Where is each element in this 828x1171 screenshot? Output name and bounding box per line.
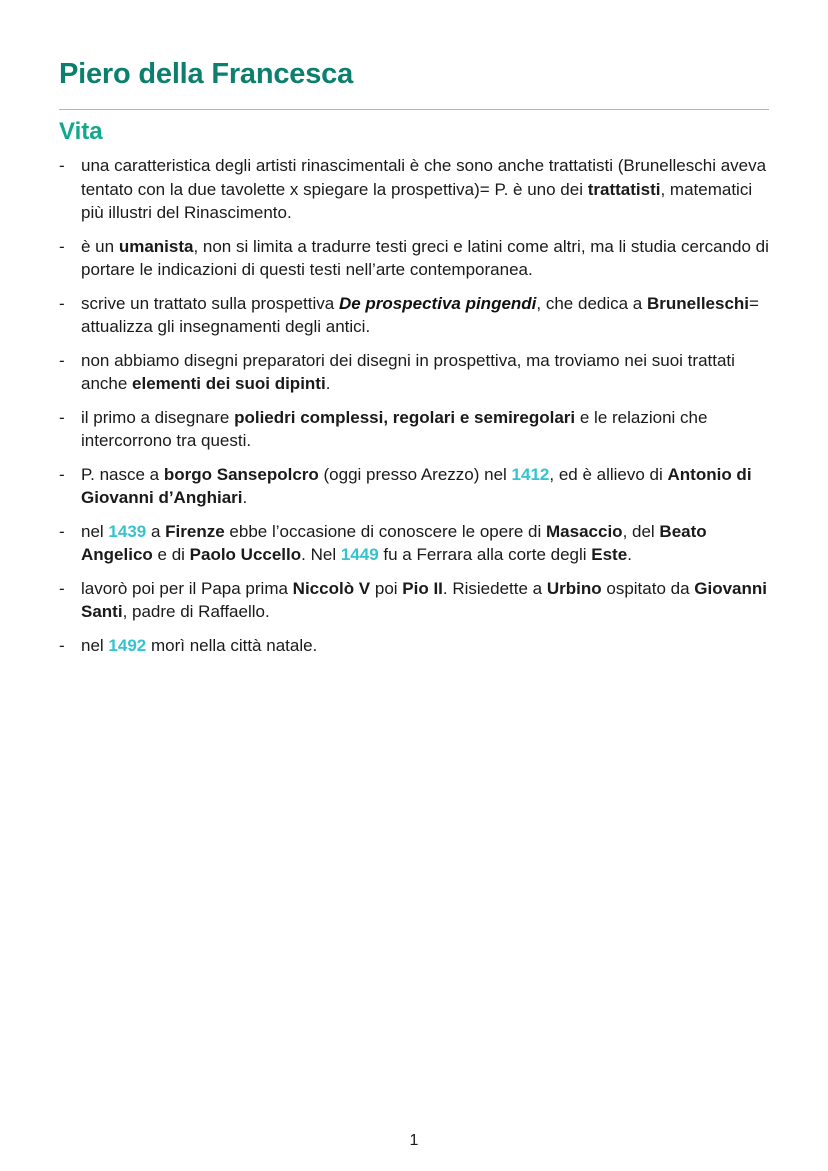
bullet-text: è un bbox=[81, 236, 119, 256]
bullet-text: . bbox=[627, 545, 632, 564]
bullet-list bbox=[59, 154, 775, 667]
bullet-text: , matematici più illustri del Rinascimento. bbox=[81, 179, 753, 222]
section-heading-vita: Vita bbox=[59, 118, 103, 145]
bullet-dash: - bbox=[59, 350, 65, 370]
bullet-text: nel bbox=[81, 635, 109, 655]
bullet-text: non abbiamo disegni preparatori dei disegni in prospettiva, ma troviamo nei suoi trattati anche bbox=[81, 350, 735, 393]
bullet-item bbox=[59, 235, 775, 282]
bullet-text: ospitato da bbox=[601, 578, 695, 598]
bullet-text: , non si limita a tradurre testi greci e latini come altri, ma li studia cercando di portare le indicazioni di questi testi nell’arte contemporanea. bbox=[81, 236, 769, 279]
bullet-text: . bbox=[325, 374, 331, 393]
bullet-text: . Nel bbox=[301, 545, 341, 564]
bullet-dash: - bbox=[59, 635, 65, 655]
bullet-item bbox=[59, 154, 775, 225]
bullet-text: lavorò poi per il Papa prima bbox=[81, 578, 293, 598]
bullet-text: e di bbox=[152, 545, 190, 564]
bullet-item bbox=[59, 292, 775, 339]
page-number: 1 bbox=[409, 1132, 419, 1149]
bullet-text: , padre di Raffaello. bbox=[122, 602, 270, 621]
bold-text: Niccolò V bbox=[292, 578, 371, 598]
bold-text: elementi dei suoi dipinti bbox=[132, 374, 326, 393]
bullet-item bbox=[59, 634, 775, 658]
bold-text: Paolo Uccello bbox=[189, 545, 302, 564]
bullet-text: una caratteristica degli artisti rinascimentali è che sono anche trattatisti (Brunelleschi aveva tentato con la due tavolette x spiegare la prospettiva)= P. è uno dei bbox=[81, 156, 767, 199]
bold-text: Antonio di Giovanni d’Anghiari bbox=[81, 464, 752, 507]
bold-text: Giovanni Santi bbox=[81, 578, 767, 621]
bold-text: Masaccio bbox=[546, 521, 623, 541]
bullet-text: . bbox=[242, 488, 248, 507]
bullet-text: ebbe l’occasione di conoscere le opere di bbox=[224, 521, 547, 541]
bold-text: borgo Sansepolcro bbox=[163, 464, 319, 484]
bold-text: umanista bbox=[118, 236, 194, 256]
bullet-text: a bbox=[146, 521, 166, 541]
bullet-item bbox=[59, 406, 775, 453]
bold-text: Urbino bbox=[546, 578, 602, 598]
bullet-text: e le relazioni che intercorrono tra questi. bbox=[81, 407, 708, 450]
bullet-text: poi bbox=[370, 578, 403, 598]
year-highlight: 1412 bbox=[511, 464, 550, 484]
bullet-text: P. nasce a bbox=[81, 464, 164, 484]
year-highlight: 1439 bbox=[108, 521, 147, 541]
bullet-item bbox=[59, 577, 775, 624]
bullet-text: , che dedica a bbox=[536, 293, 647, 313]
bullet-item bbox=[59, 349, 775, 396]
title-divider bbox=[59, 109, 769, 110]
bullet-text: scrive un trattato sulla prospettiva bbox=[81, 293, 339, 313]
bold-text: poliedri complessi, regolari e semiregolari bbox=[234, 407, 576, 427]
bullet-text: = attualizza gli insegnamenti degli antici. bbox=[81, 293, 759, 336]
bullet-dash: - bbox=[59, 236, 65, 256]
bullet-dash: - bbox=[59, 578, 65, 598]
bullet-dash: - bbox=[59, 407, 65, 427]
bullet-text: morì nella città natale. bbox=[146, 635, 318, 655]
bullet-item bbox=[59, 463, 775, 510]
bullet-text: fu a Ferrara alla corte degli bbox=[378, 545, 592, 564]
bullet-text: , ed è allievo di bbox=[549, 464, 668, 484]
bullet-text: il primo a disegnare bbox=[81, 407, 235, 427]
bold-text: Este bbox=[591, 545, 628, 564]
bold-text: Firenze bbox=[165, 521, 225, 541]
bullet-item bbox=[59, 520, 775, 567]
page-title: Piero della Francesca bbox=[59, 58, 354, 90]
bold-text: Beato Angelico bbox=[81, 521, 707, 564]
bold-text: Brunelleschi bbox=[646, 293, 750, 313]
year-highlight: 1449 bbox=[340, 545, 379, 564]
bullet-dash: - bbox=[59, 156, 65, 175]
bullet-text: nel bbox=[81, 521, 109, 541]
bullet-text: (oggi presso Arezzo) nel bbox=[318, 464, 512, 484]
bullet-text: . Risiedette a bbox=[442, 578, 547, 598]
bullet-text: , del bbox=[622, 521, 660, 541]
bullet-dash: - bbox=[59, 464, 65, 484]
year-highlight: 1492 bbox=[108, 635, 147, 655]
bullet-dash: - bbox=[59, 521, 65, 541]
bold-text: Pio II bbox=[402, 578, 443, 598]
bullet-dash: - bbox=[59, 293, 65, 313]
bold-text: trattatisti bbox=[587, 179, 661, 199]
book-title: De prospectiva pingendi bbox=[338, 293, 537, 313]
